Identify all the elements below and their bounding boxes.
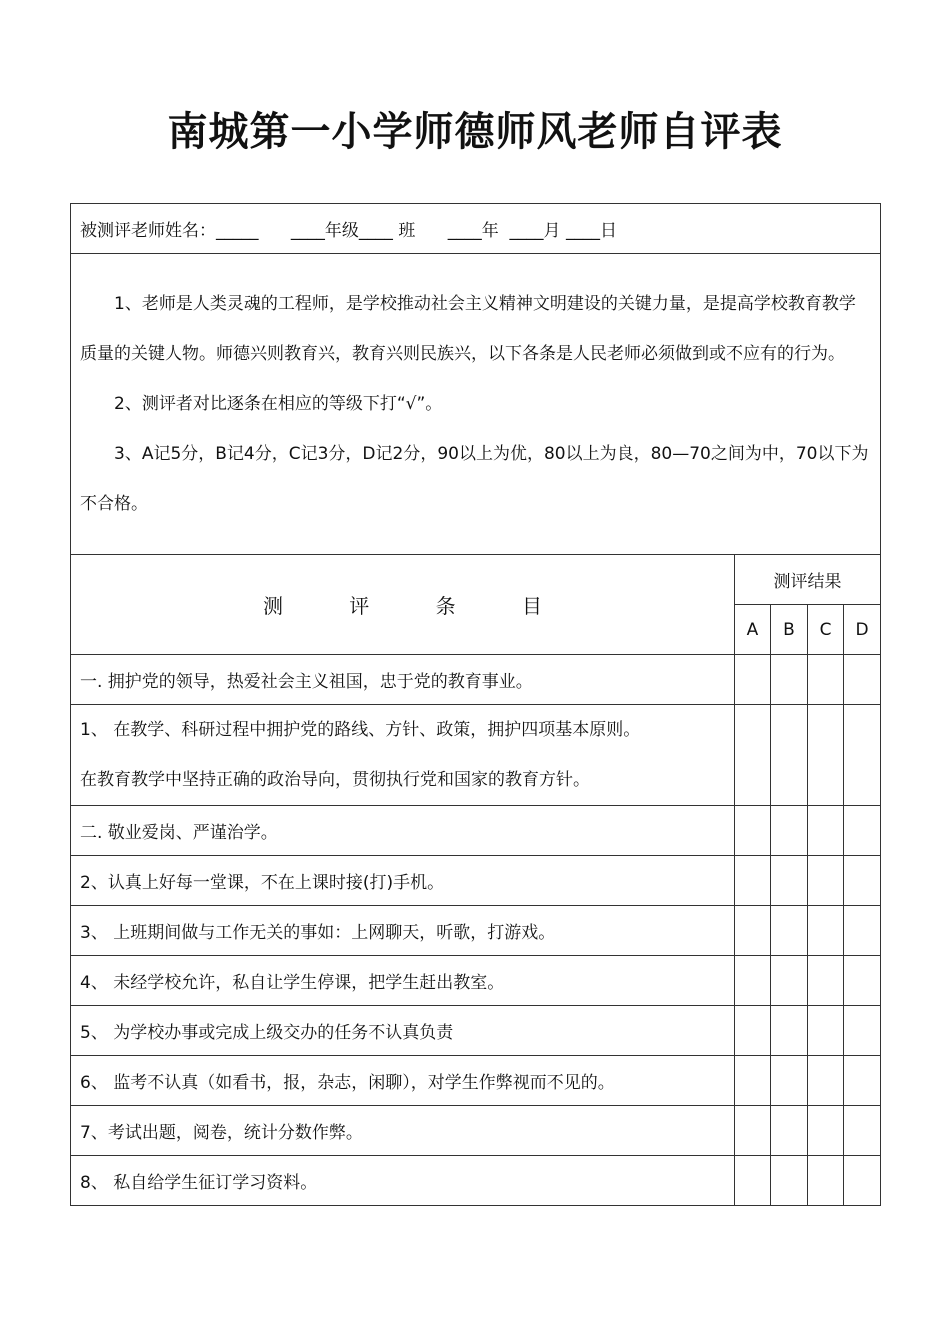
item-text: 6、 监考不认真（如看书，报，杂志，闲聊），对学生作弊视而不见的。 xyxy=(71,1056,735,1106)
table-row xyxy=(71,1006,881,1056)
grade-c-cell[interactable] xyxy=(808,856,844,906)
instruction-3: 3、A记5分，B记4分，C记3分，D记2分，90以上为优，80以上为良，80—70之间为中，70以下为不合格。 xyxy=(80,444,869,514)
item-text: 一. 拥护党的领导，热爱社会主义祖国，忠于党的教育事业。 xyxy=(71,655,735,705)
grade-c-cell[interactable] xyxy=(808,906,844,956)
page-title: 南城第一小学师德师风老师自评表 xyxy=(167,109,783,155)
grade-c-header: C xyxy=(808,605,844,655)
info-row xyxy=(71,204,881,254)
item-text: 2、认真上好每一堂课，不在上课时接(打)手机。 xyxy=(71,856,735,906)
grade-b-cell[interactable] xyxy=(771,956,808,1006)
intro-row xyxy=(71,254,881,555)
table-row xyxy=(71,655,881,705)
item-line-1: 1、 在教学、科研过程中拥护党的路线、方针、政策，拥护四项基本原则。 xyxy=(80,720,641,740)
grade-a-cell[interactable] xyxy=(735,1106,771,1156)
instructions xyxy=(71,254,881,555)
grade-b-cell[interactable] xyxy=(771,906,808,956)
grade-b-cell[interactable] xyxy=(771,1106,808,1156)
table-row xyxy=(71,1106,881,1156)
item-line-2: 在教育教学中坚持正确的政治导向，贯彻执行党和国家的教育方针。 xyxy=(80,770,590,790)
grade-a-cell[interactable] xyxy=(735,705,771,806)
table-row xyxy=(71,906,881,956)
result-header: 测评结果 xyxy=(735,555,881,605)
grade-c-cell[interactable] xyxy=(808,956,844,1006)
grade-d-cell[interactable] xyxy=(844,856,881,906)
grade-d-cell[interactable] xyxy=(844,1106,881,1156)
grade-a-cell[interactable] xyxy=(735,1156,771,1206)
grade-b-cell[interactable] xyxy=(771,655,808,705)
table-row xyxy=(71,1156,881,1206)
grade-a-cell[interactable] xyxy=(735,655,771,705)
grade-b-cell[interactable] xyxy=(771,856,808,906)
grade-b-cell[interactable] xyxy=(771,1156,808,1206)
grade-b-cell[interactable] xyxy=(771,1056,808,1106)
table-row xyxy=(71,956,881,1006)
grade-d-cell[interactable] xyxy=(844,906,881,956)
grade-d-header: D xyxy=(844,605,881,655)
grade-c-cell[interactable] xyxy=(808,806,844,856)
grade-d-cell[interactable] xyxy=(844,1156,881,1206)
item-text xyxy=(71,705,735,806)
teacher-info-line: 被测评老师姓名：_____ ____年级____ 班 ____年 ____月 ____日 xyxy=(71,204,881,254)
grade-c-cell[interactable] xyxy=(808,1006,844,1056)
grade-a-cell[interactable] xyxy=(735,1006,771,1056)
table-row xyxy=(71,806,881,856)
grade-c-cell[interactable] xyxy=(808,1056,844,1106)
grade-d-cell[interactable] xyxy=(844,705,881,806)
grade-d-cell[interactable] xyxy=(844,1056,881,1106)
grade-d-cell[interactable] xyxy=(844,655,881,705)
grade-b-cell[interactable] xyxy=(771,806,808,856)
grade-c-cell[interactable] xyxy=(808,705,844,806)
item-text: 8、 私自给学生征订学习资料。 xyxy=(71,1156,735,1206)
grade-d-cell[interactable] xyxy=(844,1006,881,1056)
instruction-1: 1、老师是人类灵魂的工程师，是学校推动社会主义精神文明建设的关键力量，是提高学校教育教学质量的关键人物。师德兴则教育兴，教育兴则民族兴，以下各条是人民老师必须做到或不应有的行为。 xyxy=(80,294,856,364)
instruction-2: 2、测评者对比逐条在相应的等级下打“√”。 xyxy=(114,394,443,414)
grade-d-cell[interactable] xyxy=(844,806,881,856)
table-row xyxy=(71,705,881,806)
item-text: 二. 敬业爱岗、严谨治学。 xyxy=(71,806,735,856)
grade-b-cell[interactable] xyxy=(771,705,808,806)
grade-d-cell[interactable] xyxy=(844,956,881,1006)
item-text: 4、 未经学校允许，私自让学生停课，把学生赶出教室。 xyxy=(71,956,735,1006)
table-row xyxy=(71,1056,881,1106)
grade-a-cell[interactable] xyxy=(735,806,771,856)
grade-a-cell[interactable] xyxy=(735,1056,771,1106)
header-row xyxy=(71,555,881,605)
grade-a-header: A xyxy=(735,605,771,655)
grade-a-cell[interactable] xyxy=(735,856,771,906)
grade-b-header: B xyxy=(771,605,808,655)
evaluation-table xyxy=(70,203,881,1206)
item-text: 7、考试出题，阅卷，统计分数作弊。 xyxy=(71,1106,735,1156)
item-text: 3、 上班期间做与工作无关的事如：上网聊天，听歌，打游戏。 xyxy=(71,906,735,956)
grade-b-cell[interactable] xyxy=(771,1006,808,1056)
grade-a-cell[interactable] xyxy=(735,906,771,956)
grade-a-cell[interactable] xyxy=(735,956,771,1006)
table-row xyxy=(71,856,881,906)
grade-c-cell[interactable] xyxy=(808,1156,844,1206)
item-text: 5、 为学校办事或完成上级交办的任务不认真负责 xyxy=(71,1006,735,1056)
grade-c-cell[interactable] xyxy=(808,655,844,705)
grade-c-cell[interactable] xyxy=(808,1106,844,1156)
items-header: 测 评 条 目 xyxy=(71,555,735,655)
